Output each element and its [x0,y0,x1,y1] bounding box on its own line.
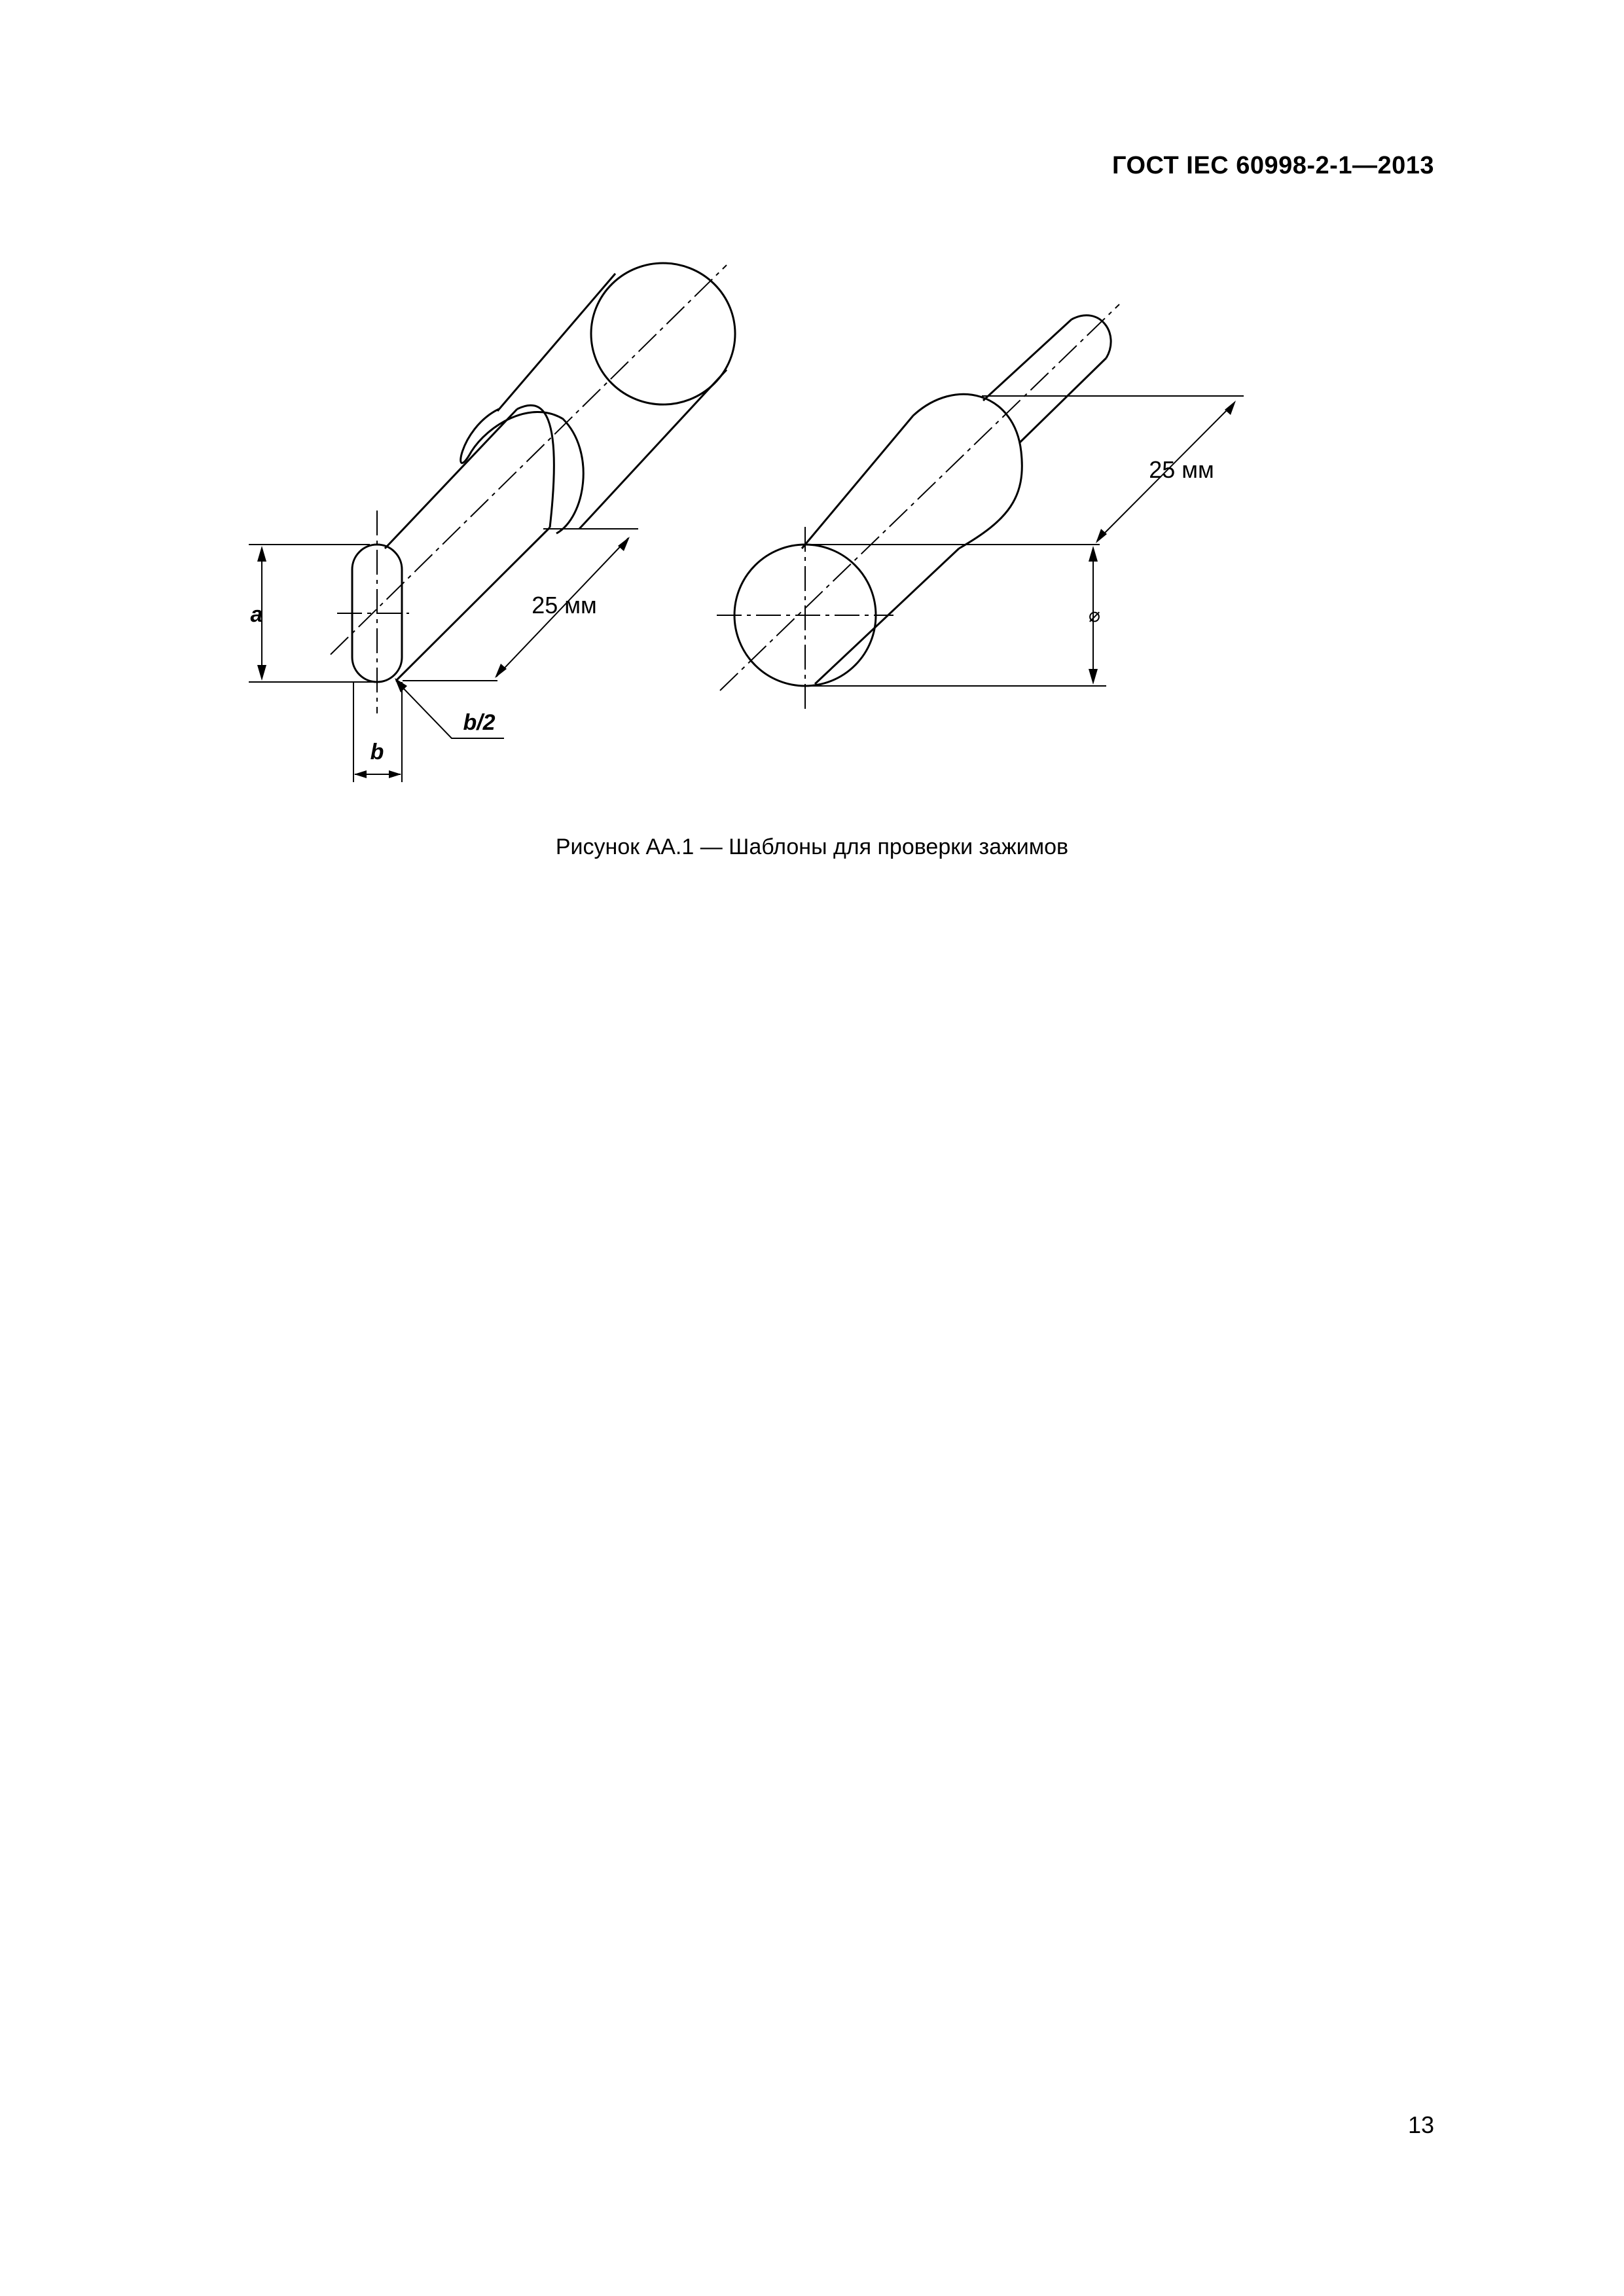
dim-len-left-arrow-front [495,664,507,678]
flat-gauge-axis [331,265,727,655]
label-b-half: b/2 [463,710,496,735]
pin-lower-edge [1020,358,1106,442]
pin-end-cap [1072,315,1111,358]
large-cylinder-bottom-edge [579,370,727,529]
dim-len-left-arrow-rear [618,537,630,551]
dim-b-arrow-left [354,770,367,778]
cylinder-lower-edge [815,548,959,684]
pin-upper-edge [983,319,1072,401]
label-b: b [370,740,384,764]
page-number: 13 [1407,2111,1434,2138]
figure-gauges [0,0,1624,825]
standard-designation: ГОСТ IEC 60998-2-1—2013 [1111,152,1434,179]
label-length-left: 25 мм [532,592,597,619]
round-gauge-drawing [717,304,1244,713]
cylinder-upper-edge [802,416,913,548]
blade-lower-edge [396,528,550,681]
label-a: a [250,602,263,627]
flat-gauge-drawing [249,263,735,782]
blade-upper-edge [385,409,517,548]
large-cylinder-front-face [461,409,584,533]
label-diameter: ⌀ [1088,605,1101,626]
round-gauge-axis [720,304,1119,691]
dim-b-arrow-right [389,770,401,778]
figure-caption: Рисунок АА.1 — Шаблоны для проверки зажимов [555,834,1069,859]
dim-len-right-arrow-front [1096,529,1107,543]
cylinder-rear-face [913,394,1022,548]
dim-diameter-arrow-bottom [1089,669,1098,685]
large-cylinder-top-edge [497,274,615,411]
label-length-right: 25 мм [1149,456,1214,483]
dim-a-arrow-top [257,546,266,562]
dim-a-arrow-bottom [257,665,266,681]
dim-len-right-arrow-rear [1225,401,1236,415]
dim-diameter-arrow-top [1089,546,1098,562]
